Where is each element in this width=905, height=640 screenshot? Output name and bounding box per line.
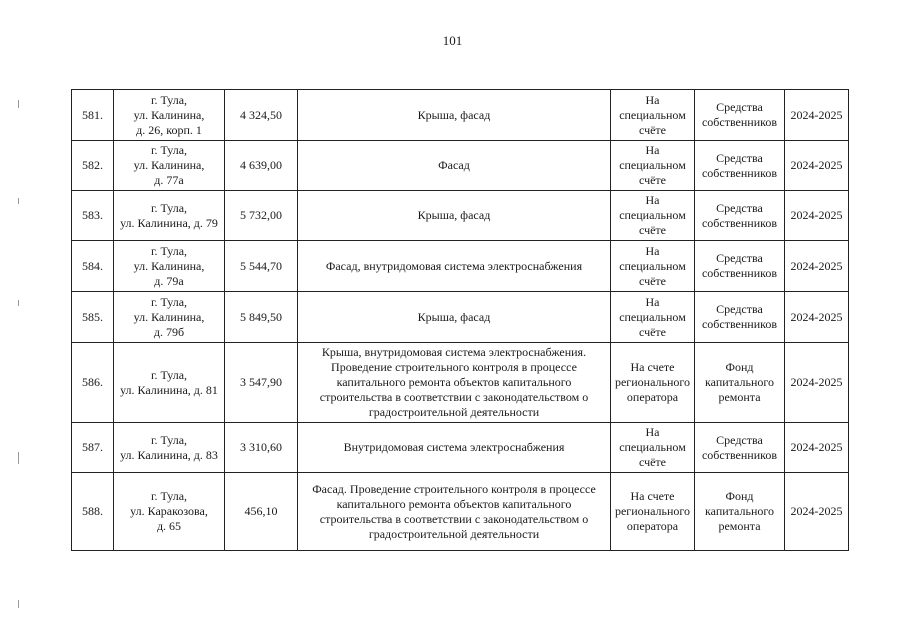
address-cell-line: г. Тула, [150,367,188,382]
period-cell: 2024-2025 [785,423,849,473]
address-cell-line: ул. Калинина, [133,309,205,324]
row-number-cell: 582. [72,141,114,191]
account-cell-line: На [645,425,660,439]
funds-cell [695,191,785,241]
period-cell: 2024-2025 [785,191,849,241]
row-number-cell: 583. [72,191,114,241]
account-cell [611,423,695,473]
account-cell-line: На [645,92,660,107]
address-cell-line: ул. Калинина, д. 79 [120,215,218,230]
funds-cell [695,292,785,343]
funds-cell-line: ремонта [718,390,761,404]
funds-cell-line: Средства [716,150,763,165]
account-cell-line: На счете [630,360,675,374]
account-cell-line: На [645,294,660,309]
area-cell: 3 310,60 [225,423,298,473]
table-row [72,423,849,473]
scan-mark [18,600,19,608]
account-cell-line: специальном [619,309,686,324]
account-cell [611,241,695,292]
row-number-cell: 586. [72,343,114,423]
table-row [72,90,849,141]
funds-cell-line: собственников [701,115,778,129]
account-cell-line: На счете [630,489,675,503]
scan-mark [18,100,19,108]
row-number-cell: 585. [72,292,114,343]
account-cell-line: оператора [626,390,679,404]
account-cell [611,473,695,551]
address-cell-line: д. 79а [154,273,184,288]
account-cell-line: счёте [638,173,667,187]
address-cell-line: д. 26, корп. 1 [136,122,202,137]
address-cell-line: г. Тула, [150,432,188,447]
address-cell-line: ул. Калинина, д. 83 [120,447,218,462]
capital-repair-table [71,89,849,551]
account-cell [611,141,695,191]
address-cell-line: г. Тула, [150,92,188,107]
period-cell: 2024-2025 [785,141,849,191]
account-cell-line: На [645,193,660,207]
area-cell: 3 547,90 [225,343,298,423]
row-number-cell: 581. [72,90,114,141]
funds-cell-line: собственников [701,317,778,331]
address-cell [114,292,225,343]
area-cell: 456,10 [225,473,298,551]
area-cell: 5 732,00 [225,191,298,241]
table-row [72,343,849,423]
account-cell-line: специальном [619,440,686,454]
area-cell: 4 324,50 [225,90,298,141]
address-cell [114,90,225,141]
account-cell-line: специальном [619,208,686,222]
address-cell-line: ул. Калинина, [133,158,205,172]
account-cell-line: оператора [626,519,679,533]
account-cell-line: счёте [638,455,667,469]
address-cell-line: г. Тула, [150,294,188,309]
account-cell-line: специальном [619,107,686,122]
works-cell: Крыша, фасад [298,292,611,343]
works-cell: Фасад [298,141,611,191]
account-cell [611,191,695,241]
page-number: 101 [442,33,463,48]
account-cell-line: регионального [614,375,691,389]
period-cell: 2024-2025 [785,241,849,292]
funds-cell-line: Средства [716,100,763,114]
funds-cell [695,241,785,292]
address-cell [114,423,225,473]
address-cell-line: д. 79б [153,324,185,339]
account-cell [611,343,695,423]
address-cell-line: д. 77а [154,173,184,187]
funds-cell-line: капитального [705,375,774,389]
period-cell: 2024-2025 [785,292,849,343]
area-cell: 5 849,50 [225,292,298,343]
account-cell-line: регионального [614,504,691,518]
works-cell: Внутридомовая система электроснабжения [298,423,611,473]
address-cell-line: г. Тула, [150,143,188,157]
scan-mark [18,198,19,204]
period-cell: 2024-2025 [785,90,849,141]
table-row [72,241,849,292]
funds-cell [695,141,785,191]
address-cell-line: ул. Каракозова, [130,504,208,518]
funds-cell [695,343,785,423]
table-row [72,191,849,241]
account-cell-line: На [645,143,660,157]
funds-cell-line: ремонта [718,519,761,533]
funds-cell-line: Средства [716,302,763,316]
account-cell-line: счёте [638,324,667,339]
account-cell-line: специальном [619,258,686,273]
address-cell-line: г. Тула, [150,243,188,258]
funds-cell-line: собственников [701,215,778,230]
address-cell-line: ул. Калинина, [133,258,205,273]
account-cell [611,292,695,343]
address-cell-line: ул. Калинина, д. 81 [120,382,218,397]
works-cell: Крыша, фасад [298,191,611,241]
table-row [72,141,849,191]
address-cell-line: г. Тула, [150,200,188,215]
scan-mark [18,452,19,464]
row-number-cell: 588. [72,473,114,551]
funds-cell-line: Средства [716,200,763,215]
row-number-cell: 587. [72,423,114,473]
address-cell [114,343,225,423]
works-cell: Крыша, внутридомовая система электроснабжения. Проведение строительного контроля в процессе капитального ремонта объектов капитального строительства в соответствии с законодательством о градостроительной деятельности [298,343,611,423]
funds-cell [695,423,785,473]
works-cell: Фасад. Проведение строительного контроля в процессе капитального ремонта объектов капитального строительства в соответствии с законодательством о градостроительной деятельности [298,473,611,551]
scan-mark [18,300,19,306]
table-row [72,292,849,343]
address-cell [114,473,225,551]
address-cell [114,141,225,191]
works-cell: Фасад, внутридомовая система электроснабжения [298,241,611,292]
table-row [72,473,849,551]
account-cell-line: счёте [638,122,667,137]
account-cell-line: счёте [638,273,667,288]
address-cell-line: г. Тула, [150,489,188,503]
row-number-cell: 584. [72,241,114,292]
area-cell: 4 639,00 [225,141,298,191]
funds-cell-line: Фонд [725,489,754,503]
area-cell: 5 544,70 [225,241,298,292]
funds-cell [695,473,785,551]
address-cell [114,241,225,292]
account-cell-line: специальном [619,158,686,172]
funds-cell-line: Средства [716,251,763,265]
funds-cell-line: собственников [701,266,778,280]
account-cell-line: На [645,243,660,258]
period-cell: 2024-2025 [785,343,849,423]
address-cell [114,191,225,241]
works-cell: Крыша, фасад [298,90,611,141]
funds-cell-line: собственников [701,447,778,462]
account-cell [611,90,695,141]
funds-cell [695,90,785,141]
address-cell-line: д. 65 [156,519,182,533]
funds-cell-line: собственников [701,165,778,180]
funds-cell-line: Средства [716,432,763,447]
period-cell: 2024-2025 [785,473,849,551]
address-cell-line: ул. Калинина, [133,107,205,122]
funds-cell-line: капитального [705,504,774,518]
funds-cell-line: Фонд [725,360,754,374]
account-cell-line: счёте [638,223,667,237]
